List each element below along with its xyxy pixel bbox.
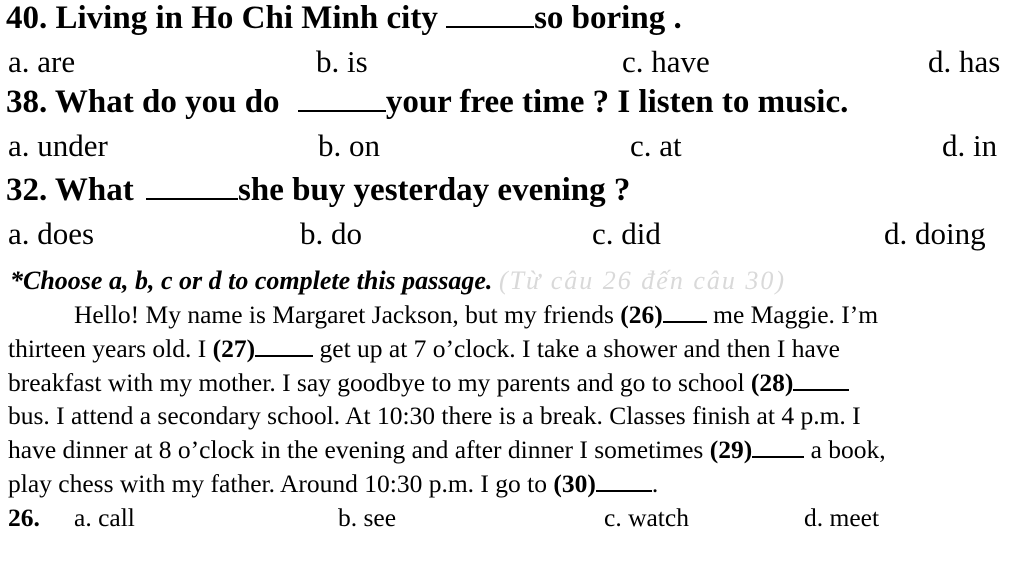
option-b[interactable]: b. on	[318, 128, 380, 163]
question-text-after: so boring .	[534, 0, 682, 36]
answer-blank	[146, 197, 238, 200]
answer-blank	[793, 388, 849, 391]
blank-number-28: (28)	[750, 368, 794, 397]
question-number: 26.	[8, 503, 40, 532]
passage-line-5	[8, 435, 1024, 465]
question-text-after: your free time ? I listen to music.	[385, 84, 849, 120]
blank-number-29: (29)	[709, 435, 753, 464]
passage-line-2	[8, 334, 1024, 364]
question-number: 32.	[6, 172, 48, 208]
passage-line-6	[8, 469, 1024, 499]
option-c[interactable]: c. have	[622, 44, 710, 79]
passage-text: breakfast with my mother. I say goodbye to my parents and go to school	[8, 368, 745, 397]
option-c[interactable]: c. watch	[604, 503, 689, 532]
option-a[interactable]: a. does	[8, 216, 95, 251]
passage-text: bus. I attend a secondary school. At 10:30 there is a break. Classes finish at 4 p.m. I	[8, 401, 861, 430]
option-d[interactable]: d. doing	[884, 216, 986, 251]
option-b[interactable]: b. do	[300, 216, 362, 251]
question-text-before: What do you do	[54, 84, 280, 120]
passage-line-3	[8, 368, 1024, 398]
passage-text: Hello! My name is Margaret Jackson, but my friends	[74, 300, 614, 329]
option-a[interactable]: a. call	[74, 503, 135, 532]
passage-text: a book,	[810, 435, 886, 464]
answer-blank	[663, 320, 707, 323]
instruction-text: *Choose a, b, c or d to complete this passage.	[10, 266, 493, 295]
answer-blank	[596, 489, 652, 492]
answer-blank	[446, 25, 534, 28]
option-b[interactable]: b. is	[316, 44, 368, 79]
option-a[interactable]: a. are	[8, 44, 76, 79]
option-d[interactable]: d. has	[928, 44, 1001, 79]
option-a[interactable]: a. under	[8, 128, 108, 163]
answer-blank	[298, 109, 386, 112]
instruction-faint-range: (Từ câu 26 đến câu 30)	[498, 266, 787, 295]
option-b[interactable]: b. see	[338, 503, 397, 532]
passage-text: thirteen years old. I	[8, 334, 207, 363]
blank-number-30: (30)	[553, 469, 596, 498]
option-d[interactable]: d. meet	[804, 503, 880, 532]
passage-line-1	[8, 300, 1024, 330]
passage-text: get up at 7 o’clock. I take a shower and then I have	[319, 334, 840, 363]
passage-text: have dinner at 8 o’clock in the evening and after dinner I sometimes	[8, 435, 704, 464]
question-text-before: What	[54, 172, 134, 208]
question-40-stem	[6, 0, 1024, 37]
passage-instruction	[10, 266, 1024, 296]
option-c[interactable]: c. did	[592, 216, 661, 251]
passage-line-4	[8, 401, 1024, 431]
blank-number-27: (27)	[212, 334, 256, 363]
question-text-before: Living in Ho Chi Minh city	[55, 0, 438, 36]
question-32-options	[0, 216, 1024, 256]
question-26-options	[0, 503, 1024, 539]
question-40-options	[0, 44, 1024, 84]
passage-text: play chess with my father. Around 10:30 p.m. I go to	[8, 469, 547, 498]
passage-text: me Maggie. I’m	[713, 300, 879, 329]
question-number: 38.	[6, 84, 48, 120]
answer-blank	[255, 354, 313, 357]
question-38-options	[0, 128, 1024, 168]
option-d[interactable]: d. in	[942, 128, 998, 163]
question-38-stem	[6, 84, 1024, 121]
option-c[interactable]: c. at	[630, 128, 682, 163]
passage-text: .	[651, 469, 659, 498]
question-text-after: she buy yesterday evening ?	[238, 172, 631, 208]
blank-number-26: (26)	[620, 300, 663, 329]
question-32-stem	[6, 172, 1024, 209]
answer-blank	[752, 455, 804, 458]
question-number: 40.	[6, 0, 48, 36]
